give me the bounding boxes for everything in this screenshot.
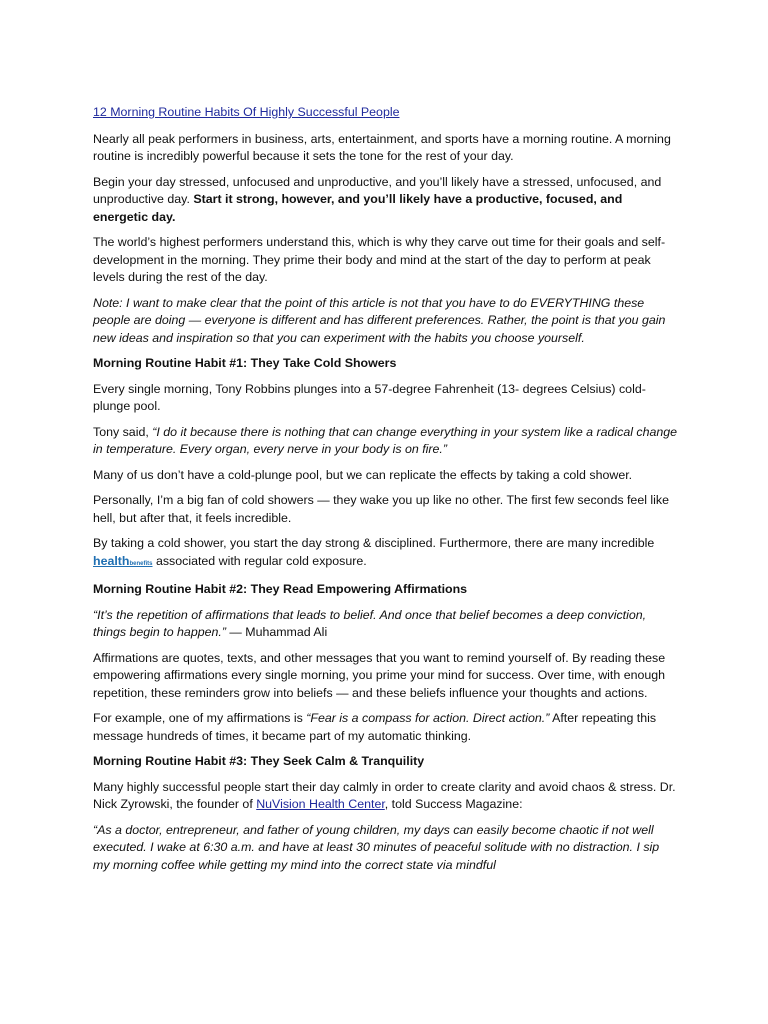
note-paragraph: Note: I want to make clear that the point of this article is not that you have to do EVERYTHING these people are doing — everyone is different and has different preferences. Rather, the point is that you gain new ideas and inspiration so that you can experiment with the habits you choose yourself.: [93, 295, 666, 345]
habit-2-heading: Morning Routine Habit #2: They Read Empowering Affirmations: [93, 582, 468, 596]
paragraph-example-affirmation: [93, 710, 678, 745]
paragraph-text: After repeating this message hundreds of times, it became part of my automatic thinking.: [93, 711, 657, 743]
article-title: [93, 104, 678, 122]
paragraph-personally: Personally, I’m a big fan of cold showers — they wake you up like no other. The first few seconds feel like hell, but after that, it feels incredible.: [93, 493, 669, 525]
quote-text: “It’s the repetition of affirmations that leads to belief. And once that belief becomes a deep conviction, things begin to happen.”: [93, 607, 647, 639]
bold-text: Start it strong, however, and you’ll likely have a productive, focused, and energetic day.: [93, 192, 623, 224]
habit-3-heading: Morning Routine Habit #3: They Seek Calm & Tranquility: [93, 754, 425, 768]
habit-1-heading: Morning Routine Habit #1: They Take Cold Showers: [93, 356, 397, 370]
nuvision-link[interactable]: NuVision Health Center: [256, 797, 385, 811]
paragraph-text: Tony said,: [93, 424, 153, 439]
paragraph-text: , told Success Magazine:: [384, 797, 523, 811]
paragraph-begin-your-day: [93, 174, 678, 227]
paragraph-ali-quote: [93, 607, 678, 642]
quote-text: “I do it because there is nothing that can change everything in your system like a radical change in temperature. Every organ, every nerve in your body is on fire.”: [93, 424, 678, 456]
article: [93, 104, 678, 882]
paragraph-text: For example, one of my affirmations is: [93, 711, 307, 725]
article-title-link[interactable]: 12 Morning Routine Habits Of Highly Successful People: [93, 105, 400, 119]
paragraph-tony-robbins: Every single morning, Tony Robbins plunges into a 57-degree Fahrenheit (13- degrees Celsius) cold-plunge pool.: [93, 381, 646, 413]
paragraph-health-benefits: [93, 535, 678, 573]
intro-paragraph: Nearly all peak performers in business, arts, entertainment, and sports have a morning routine. A morning routine is incredibly powerful because it sets the tone for the rest of your day.: [93, 131, 671, 163]
paragraph-text: Begin your day stressed, unfocused and unproductive, and you’ll likely have a stressed, unfocused, and unproductive day.: [93, 174, 662, 206]
benefits-link[interactable]: benefits: [129, 560, 153, 567]
paragraph-zyrowski-quote: “As a doctor, entrepreneur, and father of young children, my days can easily become chaotic if not well executed. I wake at 6:30 a.m. and have at least 30 minutes of peaceful solitude with no distraction. I sip my morning coffee while getting my mind into the correct state via mindful: [93, 822, 660, 872]
health-link[interactable]: health: [93, 553, 130, 568]
paragraph-text: associated with regular cold exposure.: [152, 553, 367, 568]
quote-author: — Muhammad Ali: [225, 625, 328, 639]
paragraph-affirmations: Affirmations are quotes, texts, and other messages that you want to remind yourself of. By reading these empowering affirmations every single morning, you prime your mind for success. Over time, with enough repetition, these reminders grow into beliefs — and these beliefs influence your thoughts and actions.: [93, 650, 666, 700]
paragraph-tony-quote: [93, 424, 678, 459]
paragraph-text: Many highly successful people start their day calmly in order to create clarity and avoid chaos & stress. Dr. Nick Zyrowski, the founder of: [93, 779, 676, 811]
paragraph-text: By taking a cold shower, you start the day strong & disciplined. Furthermore, there are many incredible: [93, 536, 655, 550]
quote-text: “Fear is a compass for action. Direct action.”: [306, 711, 550, 725]
paragraph-highest-performers: The world’s highest performers understand this, which is why they carve out time for their goals and self-development in the morning. They prime their body and mind at the start of the day to perform at peak levels during the rest of the day.: [93, 235, 666, 284]
paragraph-cold-shower: Many of us don’t have a cold-plunge pool, but we can replicate the effects by taking a cold shower.: [93, 467, 633, 482]
paragraph-calm: [93, 779, 678, 814]
